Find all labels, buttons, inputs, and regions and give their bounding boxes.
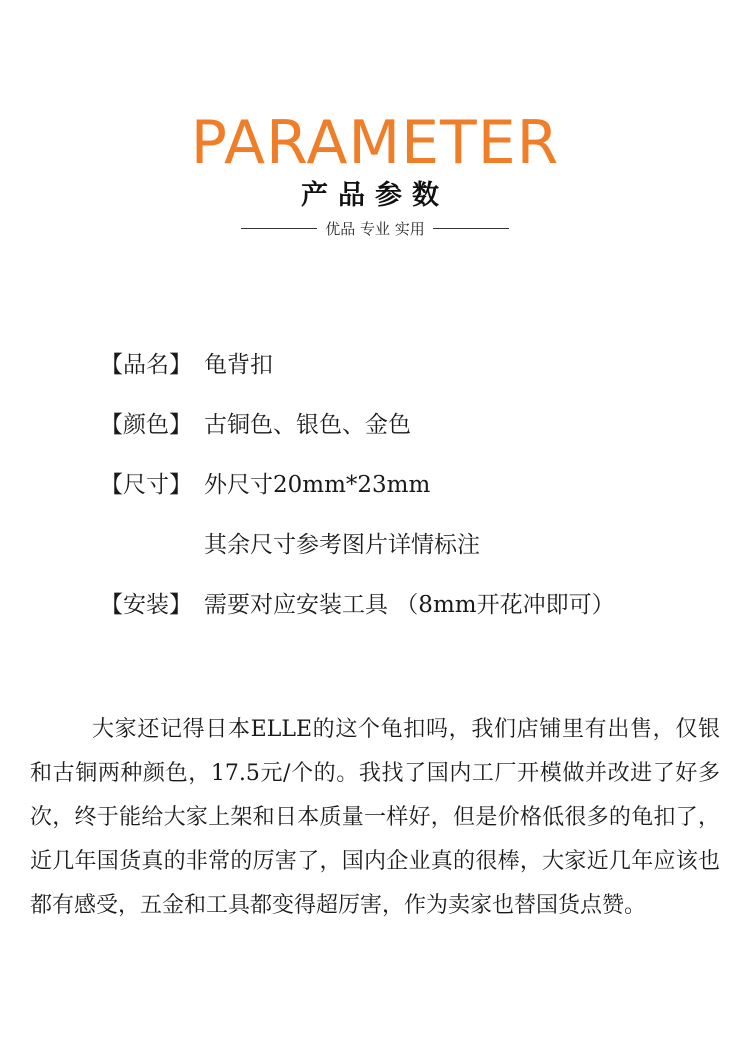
param-row-size-note	[100, 515, 700, 575]
description-paragraph: 大家还记得日本ELLE的这个龟扣吗，我们店铺里有出售，仅银和古铜两种颜色，17.5元/个的。我找了国内工厂开模做并改进了好多次，终于能给大家上架和日本质量一样好，但是价格低很多的龟扣了，近几年国货真的非常的厉害了，国内企业真的很棒，大家近几年应该也都有感受，五金和工具都变得超厉害，作为卖家也替国货点赞。	[30, 717, 720, 918]
tagline-divider-left	[241, 228, 317, 229]
param-label: 【尺寸】	[100, 472, 192, 498]
header-title-en: PARAMETER	[190, 108, 560, 178]
param-row-name	[100, 335, 700, 395]
param-value: 外尺寸20mm*23mm	[204, 472, 431, 498]
param-value: 其余尺寸参考图片详情标注	[204, 532, 480, 558]
param-row-install	[100, 575, 700, 635]
param-label: 【安装】	[100, 592, 192, 618]
header-title-cn: 产品参数	[301, 180, 449, 211]
parameter-list	[100, 335, 700, 635]
tagline: 优品 专业 实用	[325, 219, 425, 238]
tagline-divider-right	[433, 228, 509, 229]
param-value: 古铜色、银色、金色	[204, 412, 411, 438]
param-row-color	[100, 395, 700, 455]
param-label: 【品名】	[100, 352, 192, 378]
param-row-size	[100, 455, 700, 515]
param-value: 需要对应安装工具 （8mm开花冲即可）	[204, 592, 615, 618]
param-label: 【颜色】	[100, 412, 192, 438]
tagline-row	[0, 216, 750, 240]
param-value: 龟背扣	[204, 352, 273, 378]
